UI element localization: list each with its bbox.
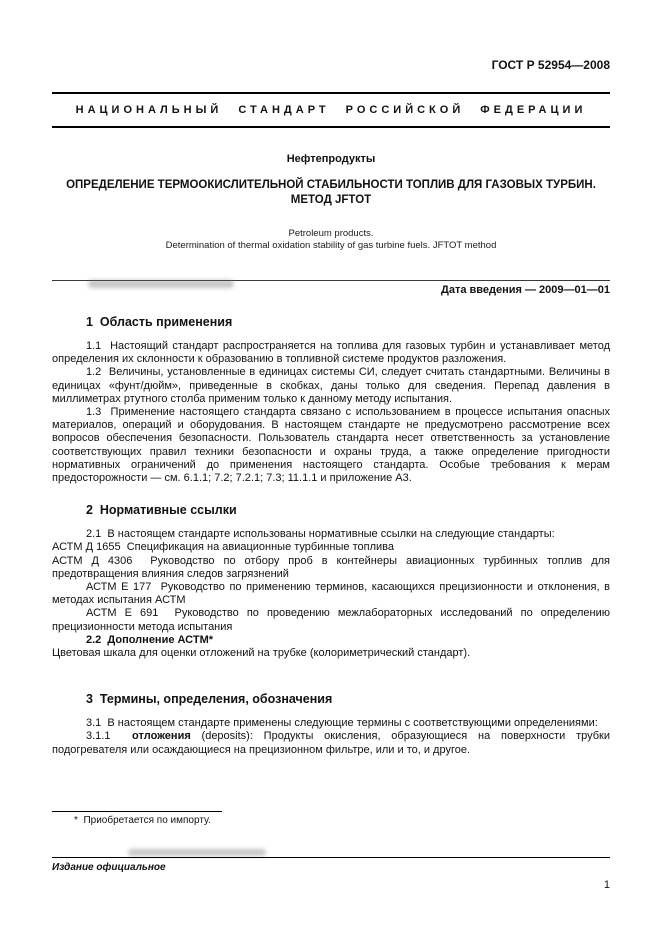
footnote-rule [52,811,222,812]
section-1-heading: 1 Область применения [86,315,233,329]
paragraph-1-1: 1.1 Настоящий стандарт распространяется на топлива для газовых турбин и устанавливает метод определения их склонности к образованию в топливной системе продуктов разложения. [52,340,610,366]
edition-note: Издание официальное [52,862,166,873]
term-definition: (deposits): Продукты окисления, образующиеся на поверхности трубки подогревателя или осаждающиеся на прецизионном фильтре, или и то, и другое. [52,730,610,756]
footer-rule [52,857,610,858]
document-title [52,178,610,208]
paragraph-2-2-text: Цветовая шкала для оценки отложений на трубке (колориметрический стандарт). [52,647,471,660]
document-title-line2: МЕТОД JFTOT [290,194,372,206]
header-rule-top [52,92,610,94]
subject-title: Нефтепродукты [286,153,376,165]
english-subtitle-line1: Petroleum products. [288,228,374,239]
term-word: отложения [132,730,191,743]
paragraph-2-2-label: 2.2 Дополнение АСТМ* [86,633,214,646]
paragraph-3-1-1 [52,730,610,756]
english-subtitle-line2: Determination of thermal oxidation stability of gas turbine fuels. JFTOT method [165,240,497,251]
doc-number: ГОСТ Р 52954—2008 [491,58,610,72]
page-footer [52,811,610,892]
reference-astm-e691: АСТМ Е 691 Руководство по проведению межлабораторных исследований по определению прецизионности метода испытания [52,607,610,633]
reference-astm-d1655: АСТМ Д 1655 Спецификация на авиационные турбинные топлива [52,541,394,554]
term-number: 3.1.1 [86,730,133,743]
page-number: 1 [603,879,610,891]
header-rule-bottom [52,126,610,128]
scan-artifact [88,280,234,288]
paragraph-1-3: 1.3 Применение настоящего стандарта связано с использованием в процессе испытания опасных материалов, операций и оборудования. В настоящем стандарте не предусмотрено рассмотрение всех вопросов обеспечения безопасности. Пользователь стандарта несет ответственность за установление соответствующих правил техники безопасности и охраны труда, а также определение пригодности нормативных ограничений до применения настоящего стандарта. Особые требования к мерам предосторожности — см. 6.1.1; 7.2; 7.2.1; 7.3; 11.1.1 и приложение А3. [52,406,610,485]
section-3-heading: 3 Термины, определения, обозначения [86,692,333,707]
paragraph-1-2: 1.2 Величины, установленные в единицах системы СИ, следует считать стандартными. Величины в единицах «фунт/дюйм», приведенные в скобках, даны только для сведения. Перепад давления в миллиметрах ртутного столба применим только к данному методу испытания. [52,366,610,405]
paragraph-2-1: 2.1 В настоящем стандарте использованы нормативные ссылки на следующие стандарты: [86,528,555,541]
section-2-heading: 2 Нормативные ссылки [86,503,237,518]
english-subtitle [52,228,610,252]
document-title-line1: ОПРЕДЕЛЕНИЕ ТЕРМООКИСЛИТЕЛЬНОЙ СТАБИЛЬНОСТИ ТОПЛИВ ДЛЯ ГАЗОВЫХ ТУРБИН. [66,179,596,191]
effective-date: Дата введения — 2009—01—01 [441,284,610,296]
footnote-text: * Приобретается по импорту. [74,815,211,826]
reference-astm-d4306: АСТМ Д 4306 Руководство по отбору проб в контейнеры авиационных турбинных топлив для предотвращения влияния следов загрязнений [52,554,610,580]
paragraph-3-1: 3.1 В настоящем стандарте применены следующие термины с соответствующими определениями: [86,717,598,730]
reference-astm-e177: АСТМ Е 177 Руководство по применению терминов, касающихся прецизионности и отклонения, в методах испытания АСТМ [52,581,610,607]
standard-banner: НАЦИОНАЛЬНЫЙ СТАНДАРТ РОССИЙСКОЙ ФЕДЕРАЦИИ [75,104,587,116]
